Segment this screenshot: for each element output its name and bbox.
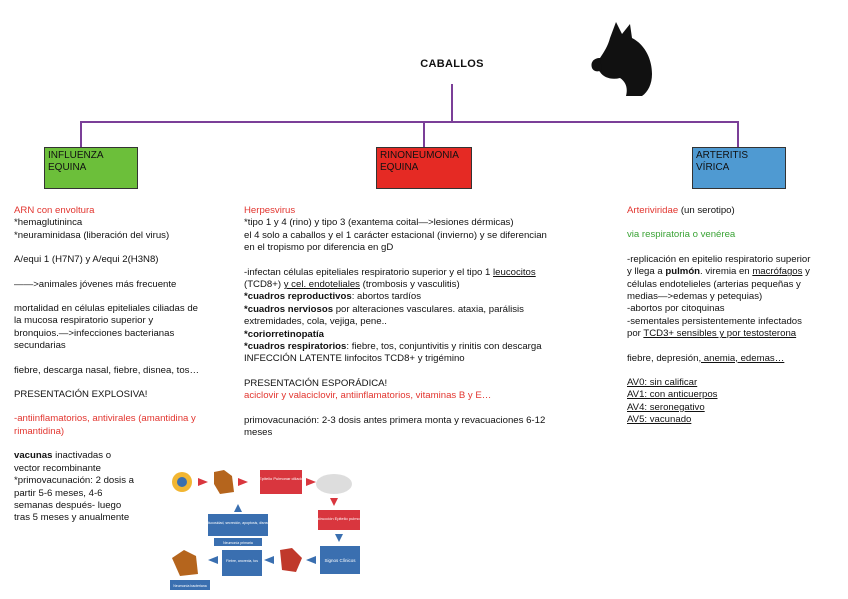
influenza-mortality-3: bronquios.—>infecciones bacterianas	[14, 327, 175, 339]
influenza-genome: ARN con envoltura	[14, 205, 95, 216]
rino-tropism: en el tropismo por diferencia en gD	[244, 242, 394, 254]
influenza-vaccine-2: vector recombinante	[14, 462, 101, 474]
rinoneumonia-box-line2: EQUINA	[380, 162, 419, 173]
epithelium-label: Epitelio Pulmonar ciliado	[259, 476, 303, 481]
mucus-label: Mucosidad, secreción, apoptosis, disnea	[206, 521, 270, 525]
arrow-icon	[198, 478, 208, 486]
influenza-vaccines-text: inactivadas o	[52, 450, 112, 462]
arteritis-family-line	[627, 205, 843, 217]
arteritis-route: via respiratoria o venérea	[627, 229, 736, 241]
rino-presentation: PRESENTACIÓN ESPORÁDICA!	[244, 377, 388, 389]
influenza-presentation: PRESENTACIÓN EXPLOSIVA!	[14, 389, 148, 401]
rino-infect-text: -infectan células epiteliales respiratorio superior y el tipo 1	[244, 266, 494, 278]
influenza-mortality-4: secundarias	[14, 340, 66, 352]
bacterial-label: Neumonía bacteriana	[173, 584, 207, 588]
symptoms-label: Fiebre, anorexia, tos	[226, 559, 258, 563]
arteritis-viremia: . viremia en	[700, 266, 753, 278]
page-title: CABALLOS	[420, 58, 484, 70]
arteritis-abortions: -abortos por citoquinas	[627, 303, 725, 315]
rino-treatment: aciclovir y valaciclovir, antiinflamatorios, vitaminas B y E…	[244, 390, 492, 402]
arteritis-family: Arteriviridae	[627, 205, 679, 216]
influenza-mortality-1: mortalidad en células epiteliales ciliadas de	[14, 303, 198, 315]
connector-middle	[423, 121, 425, 147]
rino-endothelial: y cel. endoteliales	[283, 279, 360, 291]
mucus-box	[208, 514, 268, 536]
rino-resp-label: *cuadros respiratorios	[244, 341, 347, 353]
influenza-box	[44, 147, 138, 189]
rino-vaccine-2: meses	[244, 427, 273, 439]
arteritis-lung: pulmón	[665, 266, 701, 278]
influenza-symptoms: fiebre, descarga nasal, fiebre, disnea, tos…	[14, 364, 200, 376]
rino-repro-line	[244, 291, 604, 303]
arteritis-and: y	[802, 266, 810, 278]
epithelium-box	[260, 470, 302, 494]
connector-left	[80, 121, 82, 147]
rino-nervous-label: *cuadros nerviosos	[244, 303, 334, 315]
arteritis-av1: AV1: con anticuerpos	[627, 389, 718, 401]
influenza-box-line2: EQUINA	[48, 162, 87, 173]
influenza-vaccine-6: tras 5 meses y anualmente	[14, 512, 130, 524]
rino-vaccine-1: primovacunación: 2-3 dosis antes primera monta y revacuaciones 6-12	[244, 414, 546, 426]
influenza-hemagglutinin: *hemaglutininca	[14, 217, 83, 229]
rino-seasonal: el 4 solo a caballos y el 1 carácter estacional (invierno) y se diferencian	[244, 229, 547, 241]
influenza-vaccines-line	[14, 450, 236, 462]
connector-right	[737, 121, 739, 147]
influenza-box-line1: INFLUENZA	[48, 150, 104, 161]
rino-thrombosis: (trombosis y vasculitis)	[359, 279, 460, 291]
arteritis-tcd3-line	[627, 328, 843, 340]
arteritis-box	[692, 147, 786, 189]
signs-label: Signos Clínicos	[324, 558, 356, 563]
arteritis-stallions: -sementales persistentemente infectados	[627, 315, 802, 327]
influenza-treatment-1: -antiinflamatorios, antivirales (amantidina y	[14, 413, 196, 425]
arteritis-av4: AV4: seronegativo	[627, 401, 705, 413]
influenza-vaccine-3: *primovacunación: 2 dosis a	[14, 475, 134, 487]
horse-head-icon	[586, 18, 658, 98]
arteritis-notes	[627, 205, 843, 427]
rino-resp-text: : fiebre, tos, conjuntivitis y rinitis con descarga	[346, 341, 542, 353]
pneumonia-label: Neumonía primaria	[223, 541, 253, 545]
connector-trunk	[451, 84, 453, 122]
rino-leucocitos: leucocitos	[493, 266, 536, 278]
rino-nervous-line	[244, 304, 604, 316]
cells-icon	[316, 474, 352, 494]
rino-resp-line	[244, 341, 604, 353]
rino-tcd8-line	[244, 279, 604, 291]
symptoms-box	[222, 550, 262, 576]
rinoneumonia-box	[376, 147, 472, 189]
rinoneumonia-notes	[244, 205, 604, 440]
arteritis-tcd3: TCD3+ sensibles y por testosterona	[643, 328, 797, 340]
arteritis-av5: AV5: vacunado	[627, 414, 692, 426]
arteritis-edema: medias—>edemas y petequias)	[627, 291, 763, 303]
influenza-treatment-2: rimantidina)	[14, 425, 65, 437]
arteritis-lung-a: y llega a	[627, 266, 666, 278]
rino-types: *tipo 1 y 4 (rino) y tipo 3 (exantema coital—>lesiones dérmicas)	[244, 217, 514, 229]
rino-nervous-text: por alteraciones vasculares. ataxia, parálisis	[333, 303, 524, 315]
rino-chorioretinopathy: *coriorretinopatía	[244, 328, 324, 340]
arteritis-tcd3-a: por	[627, 328, 644, 340]
rinoneumonia-box-line1: RINONEUMONIA	[380, 150, 459, 161]
arteritis-symptoms-line	[627, 353, 843, 365]
arteritis-av0: AV0: sin calificar	[627, 377, 698, 389]
arteritis-box-line2: VÍRICA	[696, 162, 730, 173]
rino-infect-line	[244, 267, 604, 279]
influenza-young-animals: ——>animales jóvenes más frecuente	[14, 278, 177, 290]
influenza-neuraminidase: *neuraminidasa (liberación del virus)	[14, 229, 170, 241]
rino-tcd8: (TCD8+)	[244, 279, 284, 291]
influenza-vaccine-5: semanas después- luego	[14, 499, 122, 511]
pathogenesis-diagram	[168, 462, 374, 594]
arteritis-endothelial: células endotelieles (arterias pequeñas y	[627, 278, 801, 290]
arteritis-box-line1: ARTERITIS	[696, 150, 749, 161]
rino-extremities: extremidades, cola, vejiga, pene..	[244, 316, 387, 328]
influenza-vaccine-4: partir 5-6 meses, 4-6	[14, 487, 103, 499]
destruction-label: Destrucción Epitelio pulmonar	[312, 516, 366, 521]
rino-latent: INFECCIÓN LATENTE linfocitos TCD8+ y trigémino	[244, 353, 465, 365]
arteritis-fever: fiebre, depresión	[627, 352, 699, 364]
influenza-vaccines-label: vacunas	[14, 450, 53, 462]
connector-horizontal	[80, 121, 738, 123]
horse-sick-icon	[280, 548, 302, 572]
arteritis-serotype: (un serotipo)	[678, 205, 735, 216]
arteritis-macrophages: macrófagos	[752, 266, 803, 278]
horse-foal-icon	[172, 550, 198, 576]
rino-repro-text: : abortos tardíos	[351, 291, 422, 303]
arteritis-replication: -replicación en epitelio respiratorio superior	[627, 253, 811, 265]
rino-repro-label: *cuadros reproductivos	[244, 291, 352, 303]
rino-family: Herpesvirus	[244, 205, 296, 216]
arteritis-anemia: , anemia, edemas…	[698, 352, 785, 364]
influenza-subtypes: A/equi 1 (H7N7) y A/equi 2(H3N8)	[14, 254, 159, 266]
influenza-mortality-2: la mucosa respiratorio superior y	[14, 315, 154, 327]
horse-icon	[214, 470, 234, 494]
arteritis-lung-line	[627, 266, 843, 278]
